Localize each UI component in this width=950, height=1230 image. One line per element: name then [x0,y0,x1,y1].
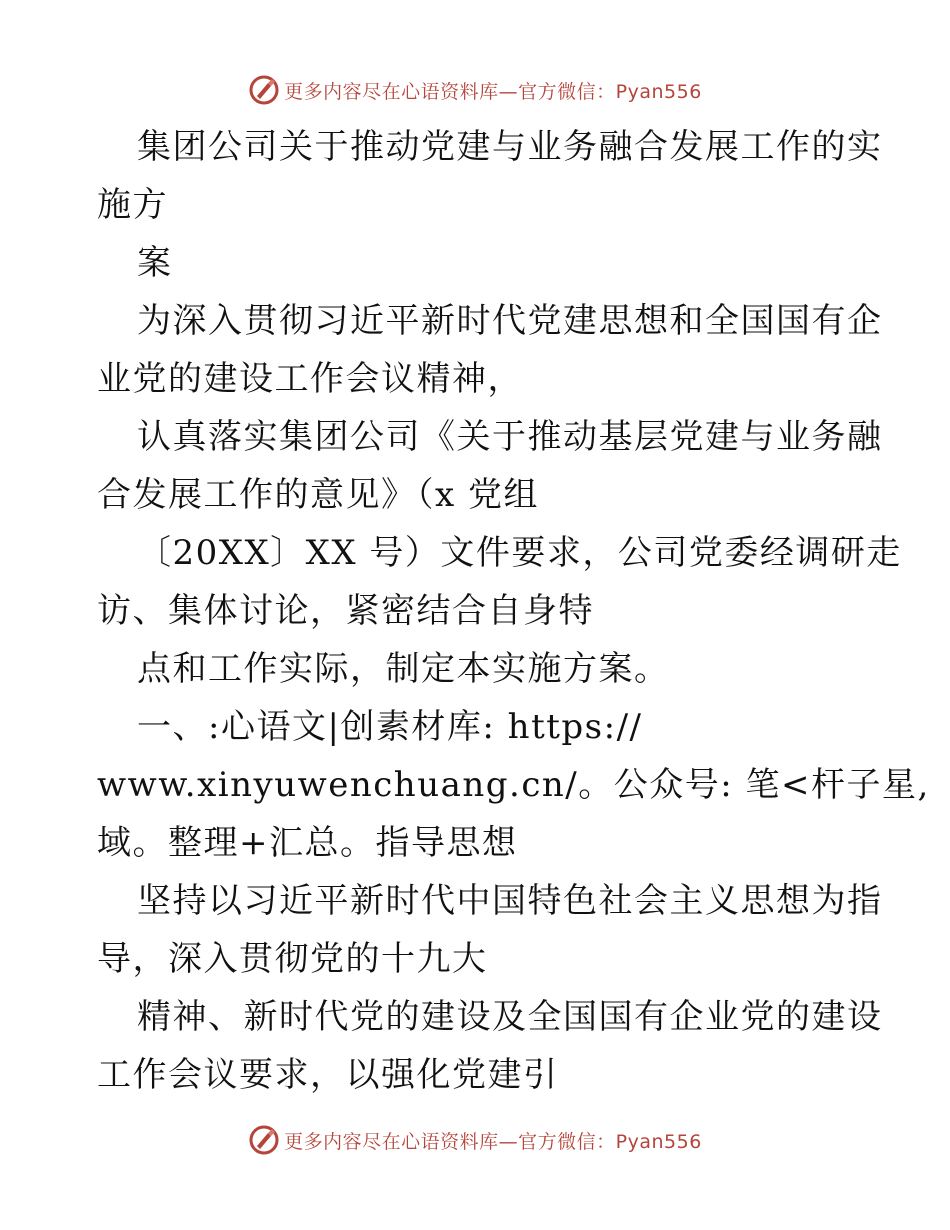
brand-logo-icon [248,1124,280,1156]
header-banner-text: 更多内容尽在心语资料库—官方微信：Pyan556 [284,80,702,103]
paragraph-line: 为深入贯彻习近平新时代党建思想和全国国有企 [137,301,883,341]
paragraph-line: 认真落实集团公司《关于推动基层党建与业务融 [137,417,883,457]
paragraph-line: 精神、新时代党的建设及全国国有企业党的建设 [137,997,883,1037]
doc-title-line-3: 案 [137,243,173,283]
section-heading-line: 域。整理+汇总。指导思想 [97,823,518,863]
brand-logo-icon [248,74,280,106]
paragraph-line: 业党的建设工作会议精神， [97,359,523,399]
header-banner [0,70,950,110]
paragraph-line: 点和工作实际，制定本实施方案。 [137,649,670,689]
paragraph-line: www.xinyuwenchuang.cn/。公众号: 笔<杆子星, [97,765,930,805]
paragraph-line: 导，深入贯彻党的十九大 [97,939,488,979]
paragraph-line: 坚持以习近平新时代中国特色社会主义思想为指 [137,881,883,921]
paragraph-line: 访、集体讨论，紧密结合自身特 [97,591,594,631]
section-heading-line: 一、:心语文|创素材库: https:// [137,707,643,747]
footer-banner-text: 更多内容尽在心语资料库—官方微信：Pyan556 [284,1130,702,1153]
footer-banner [0,1120,950,1160]
paragraph-line: 合发展工作的意见》（x 党组 [97,475,539,515]
doc-title-line-2: 施方 [97,185,168,225]
paragraph-line: 工作会议要求，以强化党建引 [97,1055,559,1095]
paragraph-line: 〔20XX〕XX 号）文件要求，公司党委经调研走 [137,533,902,573]
doc-title-line-1: 集团公司关于推动党建与业务融合发展工作的实 [137,127,883,167]
